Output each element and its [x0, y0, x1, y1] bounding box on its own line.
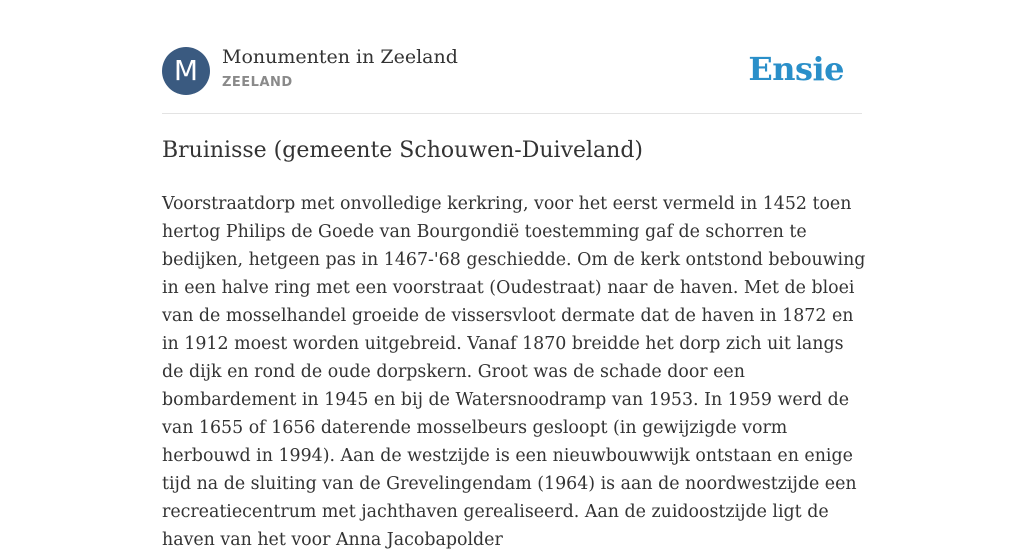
brand-logo[interactable]: Ensie — [748, 50, 844, 88]
header-divider — [162, 113, 862, 114]
source-title[interactable]: Monumenten in Zeeland — [222, 46, 458, 68]
source-subtitle[interactable]: ZEELAND — [222, 75, 293, 90]
article-body: Voorstraatdorp met onvolledige kerkring, voor het eerst vermeld in 1452 toen hertog Philips de Goede van Bourgondië toestemming gaf de schorren te bedijken, hetgeen pas in 1467-'68 geschiedde. Om de kerk ontstond bebouwing in een halve ring met een voorstraat (Oudestraat) naar de haven. Met de bloei van de mosselhandel groeide de vissersvloot dermate dat de haven in 1872 en in 1912 moest worden uitgebreid. Vanaf 1870 breidde het dorp zich uit langs de dijk en rond de oude dorpskern. Groot was de schade door een bombardement in 1945 en bij de Watersnoodramp van 1953. In 1959 werd de van 1655 of 1656 daterende mosselbeurs gesloopt (in gewijzigde vorm herbouwd in 1994). Aan de westzijde is een nieuwbouwwijk ontstaan en enige tijd na de sluiting van de Grevelingendam (1964) is aan de noordwestzijde een recreatiecentrum met jachthaven gerealiseerd. Aan de zuidoostzijde ligt de haven van het voor Anna Jacobapolder — [162, 194, 866, 550]
source-header — [162, 46, 862, 96]
article-title: Bruinisse (gemeente Schouwen-Duiveland) — [162, 138, 644, 163]
source-avatar[interactable]: M — [162, 47, 210, 95]
